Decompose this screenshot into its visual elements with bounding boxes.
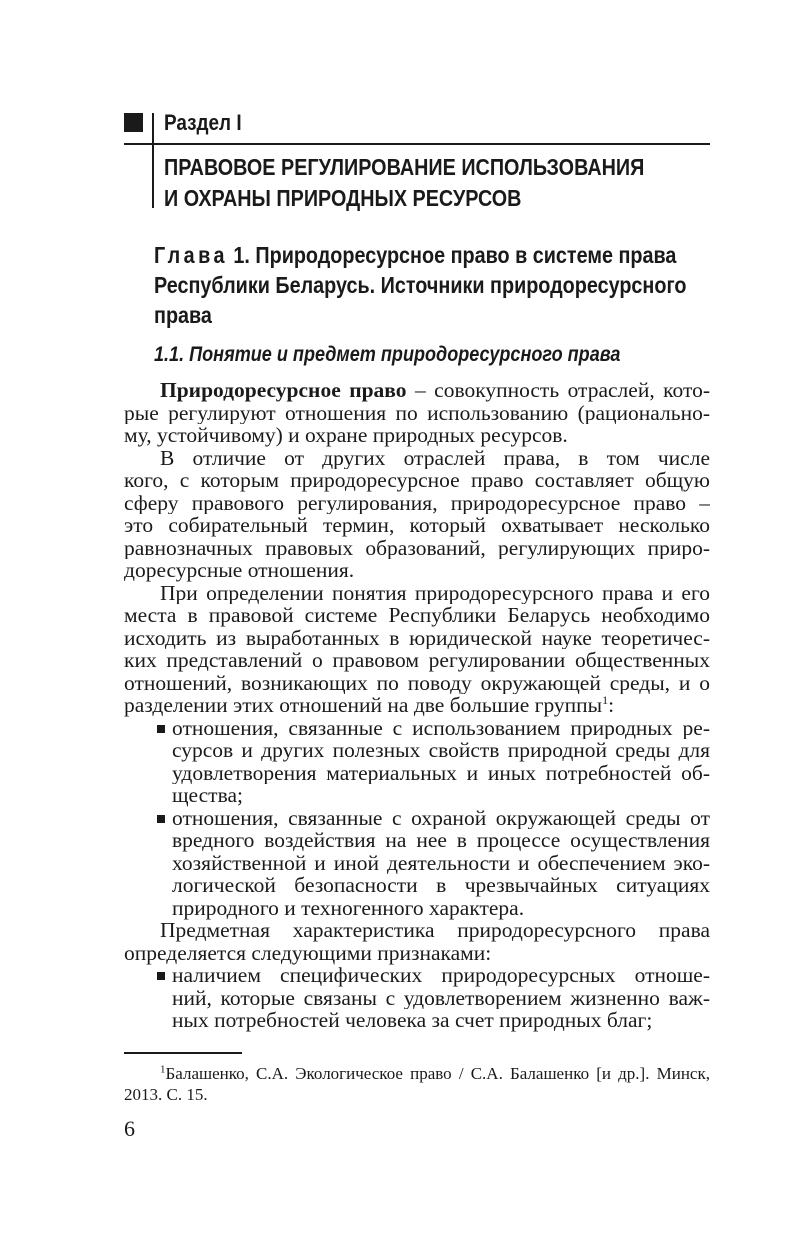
footnote-mark: 1 bbox=[160, 1063, 166, 1076]
square-bullet-icon bbox=[157, 815, 165, 823]
footnote-reference: 1 bbox=[602, 692, 609, 707]
paragraph-line: места в правовой системе Республики Беларусь необходимо bbox=[124, 604, 710, 627]
section-marker-square bbox=[124, 113, 143, 132]
section-label: Раздел I bbox=[164, 110, 242, 135]
square-bullet-icon bbox=[157, 725, 165, 733]
section-vertical-rule bbox=[152, 113, 154, 208]
paragraph-line: определяется следующими признаками: bbox=[124, 940, 492, 965]
square-bullet-icon bbox=[157, 972, 165, 980]
subsection-heading: 1.1. Понятие и предмет природоресурсного права bbox=[154, 343, 621, 366]
section-title-line: ПРАВОВОЕ РЕГУЛИРОВАНИЕ ИСПОЛЬЗОВАНИЯ bbox=[164, 154, 645, 180]
footnote-separator bbox=[124, 1052, 242, 1054]
footnote bbox=[124, 1063, 710, 1105]
list-item: отношения, связанные с использованием природных ре- bbox=[124, 717, 710, 740]
footnote-line: 2013. С. 15. bbox=[124, 1085, 208, 1104]
list-item: отношения, связанные с охраной окружающей среды от bbox=[124, 807, 710, 830]
chapter-title-line: Глава 1. Природоресурсное право в системе права bbox=[154, 242, 677, 268]
paragraph-line: Природоресурсное право – совокупность отраслей, кото- bbox=[160, 379, 710, 402]
chapter-title bbox=[154, 240, 722, 330]
chapter-title-line: права bbox=[154, 302, 212, 328]
paragraph-line: отношений, возникающих по поводу окружающей среды, и о bbox=[124, 671, 710, 694]
body-text bbox=[124, 379, 710, 1032]
list-item-line: сурсов и других полезных свойств природной среды для bbox=[172, 739, 710, 762]
paragraph-line: му, устойчивому) и охране природных ресурсов. bbox=[124, 423, 568, 447]
chapter-title-line: Республики Беларусь. Источники природоресурсного bbox=[154, 272, 687, 298]
list-item-line: хозяйственной и иной деятельности и обеспечением эко- bbox=[172, 851, 710, 874]
list-item: наличием специфических природоресурсных отноше- bbox=[124, 964, 710, 987]
paragraph-line: разделении этих отношений на две большие группы$^1$: bbox=[124, 692, 615, 717]
paragraph-line: Предметная характеристика природоресурсного права bbox=[160, 919, 710, 942]
list-item-line: щества; bbox=[172, 783, 243, 807]
section-title bbox=[164, 152, 697, 214]
footnote-line: $^1$Балашенко, С.А. Экологическое право / С.А. Балашенко [и др.]. Минск, bbox=[160, 1063, 710, 1083]
list-item-line: природного и техногенного характера. bbox=[172, 895, 525, 920]
paragraph-line: доресурсные отношения. bbox=[124, 558, 355, 582]
list-item-line: логической безопасности в чрезвычайных ситуациях bbox=[172, 874, 710, 897]
paragraph-line: исходить из выработанных в юридической науке теоретичес- bbox=[124, 626, 710, 649]
chapter-prefix: Глава bbox=[154, 242, 228, 268]
paragraph-line: рые регулируют отношения по использованию (рационально- bbox=[124, 401, 710, 424]
list-item-line: ний, которые связаны с удовлетворением жизненно важ- bbox=[172, 986, 710, 1009]
section-title-line: И ОХРАНЫ ПРИРОДНЫХ РЕСУРСОВ bbox=[164, 185, 522, 211]
paragraph-line: равнозначных правовых образований, регулирующих приро- bbox=[124, 536, 710, 559]
paragraph-line: сферу правового регулирования, природоресурсное право – bbox=[124, 491, 710, 514]
paragraph-line: кого, с которым природоресурсное право составляет общую bbox=[124, 469, 710, 492]
section-horizontal-rule bbox=[124, 143, 710, 145]
list-item-line: ных потребностей человека за счет природных благ; bbox=[172, 1008, 653, 1032]
paragraph-line: ких представлений о правовом регулировании общественных bbox=[124, 649, 710, 672]
paragraph-line: это собирательный термин, который охватывает несколько bbox=[124, 514, 710, 537]
defined-term: Природоресурсное право bbox=[160, 379, 407, 402]
page-number: 6 bbox=[124, 1116, 135, 1141]
list-item-line: вредного воздействия на нее в процессе осуществления bbox=[172, 829, 710, 852]
list-item-line: удовлетворения материальных и иных потребностей об- bbox=[172, 761, 710, 784]
paragraph-line: При определении понятия природоресурсного права и его bbox=[160, 581, 710, 604]
paragraph-line: В отличие от других отраслей права, в том числе bbox=[160, 446, 710, 469]
